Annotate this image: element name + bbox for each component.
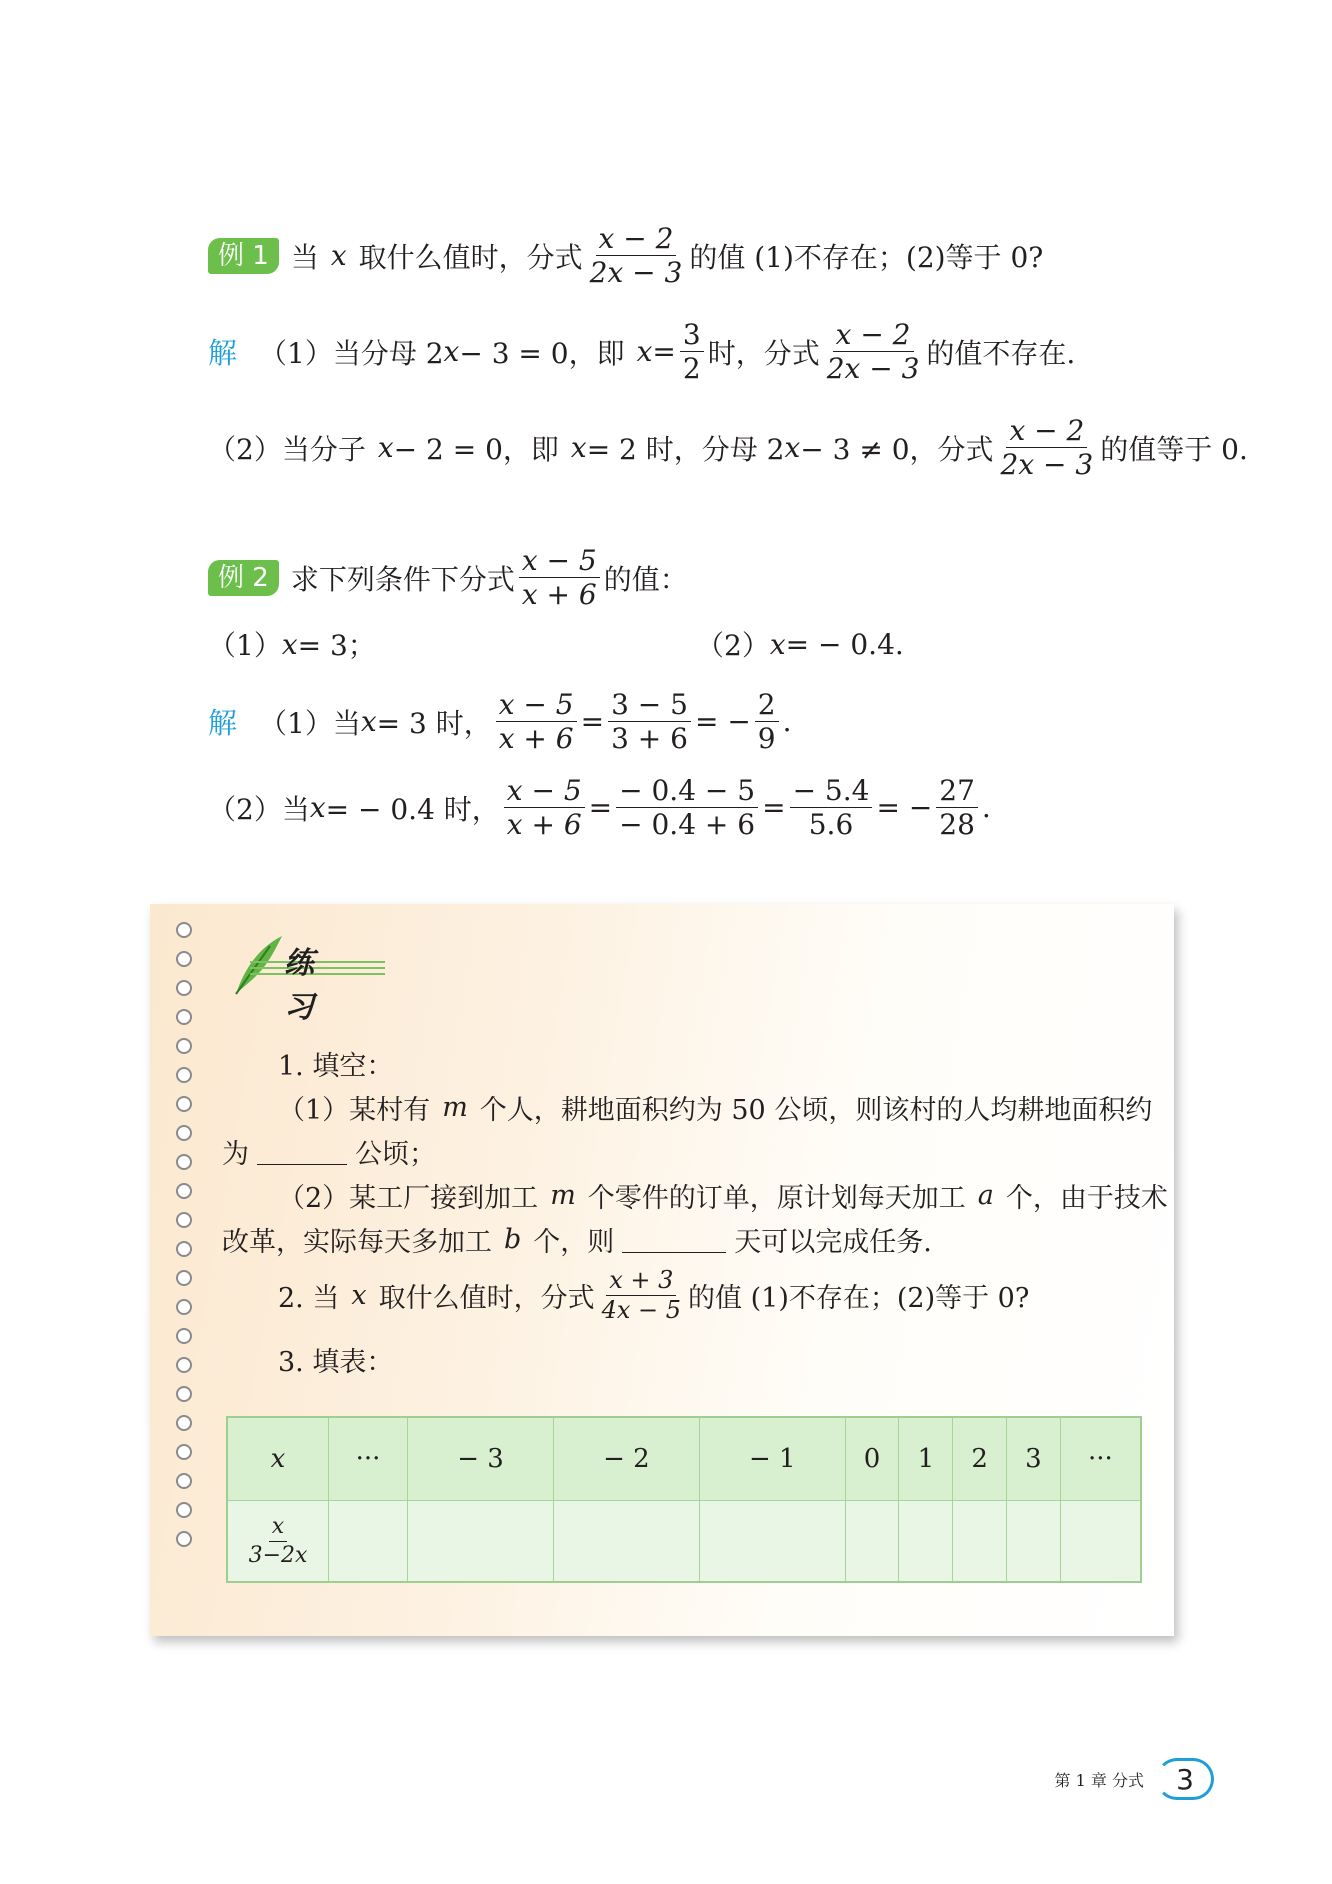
ring-icon	[176, 1531, 192, 1547]
practice-item-3: 3. 填表：	[278, 1347, 394, 1378]
ring-icon	[176, 1502, 192, 1518]
example2-condition2: （2） x = − 0.4.	[696, 627, 904, 662]
practice-item-1-1: （1）某村有 m 个人，耕地面积约为 50 公顷，则该村的人均耕地面积约	[278, 1092, 1153, 1126]
binder-rings	[176, 922, 200, 1560]
table-cell: 2	[953, 1417, 1007, 1501]
ring-icon	[176, 1386, 192, 1402]
fraction: $\frac{x}{3-2x}$	[248, 1514, 308, 1568]
ring-icon	[176, 1241, 192, 1257]
fraction: $\frac{x - 5}{x + 6}$	[504, 776, 585, 840]
chapter-label: 第 1 章 分式	[1054, 1770, 1144, 1790]
ring-icon	[176, 980, 192, 996]
answer-cell[interactable]	[553, 1501, 699, 1583]
table-cell: 0	[845, 1417, 899, 1501]
ring-icon	[176, 1328, 192, 1344]
ring-icon	[176, 1444, 192, 1460]
table-row	[227, 1501, 1141, 1583]
example1-question: 例 1 当 x 取什么值时，分式 $\frac{x - 2}{2x - 3}$ 的值 (1)不存在；(2)等于 0?	[208, 224, 1043, 288]
fraction: $\frac{x - 5}{x + 6}$	[496, 690, 577, 754]
table-cell: ···	[1060, 1417, 1141, 1501]
ring-icon	[176, 951, 192, 967]
practice-item-2: 2. 当 x 取什么值时，分式 $\frac{x + 3}{4x - 5}$ 的值 (1)不存在；(2)等于 0?	[278, 1266, 1030, 1325]
table-cell: − 3	[408, 1417, 554, 1501]
page-footer	[1055, 1758, 1214, 1800]
ring-icon	[176, 922, 192, 938]
answer-cell[interactable]	[845, 1501, 899, 1583]
practice-title: 练习	[284, 946, 314, 1025]
fraction: $\frac{x - 2}{2x - 3}$	[826, 318, 920, 386]
table-cell	[227, 1501, 329, 1583]
example2-badge: 例 2	[208, 560, 279, 596]
fraction: $\frac{x + 3}{4x - 5}$	[601, 1266, 682, 1325]
ring-icon	[176, 1357, 192, 1373]
solution1-line1: 解 （1）当分母 2 x − 3 = 0，即 x = $\frac{3}{2}$ 时，分式 $\frac{x - 2}{2x - 3}$ 的值不存在.	[208, 318, 1076, 386]
fraction: $\frac{3 - 5}{3 + 6}$	[608, 690, 691, 754]
ring-icon	[176, 1415, 192, 1431]
practice-item-1: 1. 填空：	[278, 1051, 394, 1082]
example1-badge: 例 1	[208, 238, 279, 274]
table-cell: ···	[329, 1417, 408, 1501]
answer-cell[interactable]	[1060, 1501, 1141, 1583]
ring-icon	[176, 1067, 192, 1083]
answer-cell[interactable]	[953, 1501, 1007, 1583]
ring-icon	[176, 1212, 192, 1228]
answer-cell[interactable]	[408, 1501, 554, 1583]
practice-item-1-2: （2）某工厂接到加工 m 个零件的订单，原计划每天加工 a 个，由于技术	[278, 1180, 1168, 1214]
answer-blank	[257, 1138, 347, 1165]
solution-label: 解	[208, 336, 238, 371]
ring-icon	[176, 1299, 192, 1315]
fraction: $\frac{3}{2}$	[680, 320, 704, 384]
solution1-line2: （2）当分子 x − 2 = 0，即 x = 2 时，分母 2 x − 3 ≠ 0，分式 $\frac{x - 2}{2x - 3}$ 的值等于 0.	[208, 414, 1248, 482]
practice-item-1-1-cont: 为 公顷；	[222, 1139, 436, 1170]
ring-icon	[176, 1038, 192, 1054]
fraction: $\frac{- 0.4 - 5}{- 0.4 + 6}$	[616, 776, 758, 840]
solution-label: 解	[208, 706, 238, 741]
practice-item-1-2-cont: 改革，实际每天多加工 b 个，则 天可以完成任务.	[222, 1224, 932, 1258]
table-cell: − 2	[553, 1417, 699, 1501]
fraction: $\frac{2}{9}$	[755, 690, 779, 754]
fraction: $\frac{27}{28}$	[936, 776, 978, 840]
solution2-line2: （2）当 x = − 0.4 时， $\frac{x - 5}{x + 6}$ = $\frac{- 0.4 - 5}{- 0.4 + 6}$ = $\frac{- 5.4}{5.6}$ = − $\frac{27}{28}$ .	[208, 774, 991, 842]
ring-icon	[176, 1473, 192, 1489]
table-cell: 3	[1007, 1417, 1061, 1501]
fraction: $\frac{x - 5}{x + 6}$	[519, 546, 600, 610]
page-number: 3	[1156, 1758, 1214, 1800]
table-cell: x	[227, 1417, 329, 1501]
fraction: $\frac{x - 2}{2x - 3}$	[589, 222, 683, 290]
ring-icon	[176, 1125, 192, 1141]
answer-cell[interactable]	[329, 1501, 408, 1583]
example2-question: 例 2 求下列条件下分式 $\frac{x - 5}{x + 6}$ 的值：	[208, 546, 688, 610]
answer-cell[interactable]	[699, 1501, 845, 1583]
ring-icon	[176, 1096, 192, 1112]
ring-icon	[176, 1183, 192, 1199]
fraction: $\frac{- 5.4}{5.6}$	[790, 776, 873, 840]
fraction: $\frac{x - 2}{2x - 3}$	[1000, 414, 1094, 482]
solution2-line1: 解 （1）当 x = 3 时， $\frac{x - 5}{x + 6}$ = $\frac{3 - 5}{3 + 6}$ = − $\frac{2}{9}$ .	[208, 688, 792, 756]
answer-cell[interactable]	[1007, 1501, 1061, 1583]
table-row	[227, 1417, 1141, 1501]
ring-icon	[176, 1154, 192, 1170]
answer-blank	[622, 1226, 726, 1253]
ring-icon	[176, 1270, 192, 1286]
example2-condition1: （1） x = 3；	[208, 627, 376, 662]
table-cell: 1	[899, 1417, 953, 1501]
fill-in-table	[226, 1416, 1142, 1583]
ring-icon	[176, 1009, 192, 1025]
table-cell: − 1	[699, 1417, 845, 1501]
answer-cell[interactable]	[899, 1501, 953, 1583]
